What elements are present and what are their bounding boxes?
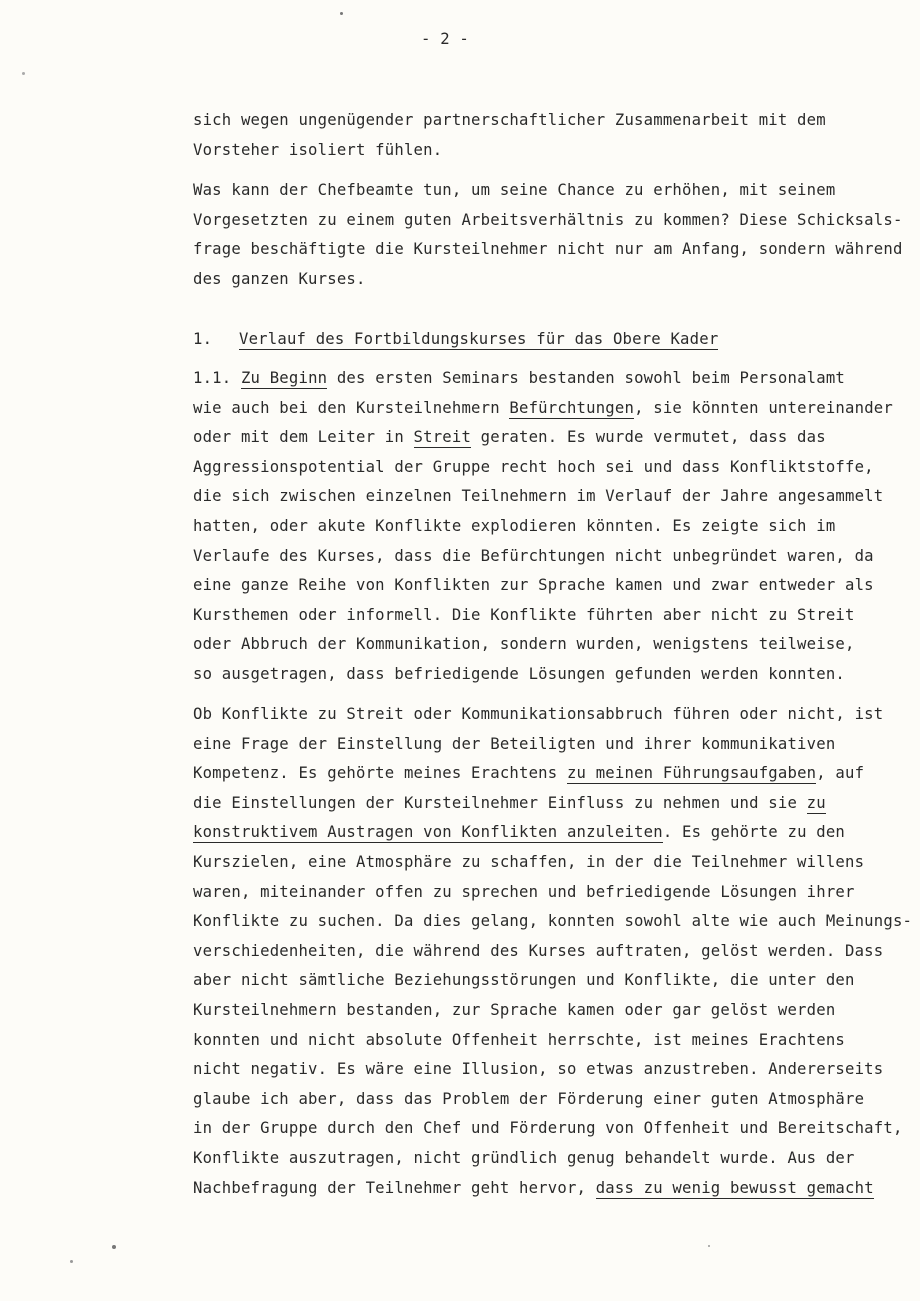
text-segment: . Es gehörte zu den (662, 823, 846, 842)
text-line: des ganzen Kurses. (193, 269, 366, 288)
section-1-1 (193, 364, 893, 690)
text-line: glaube ich aber, dass das Problem der Förderung einer guten Atmosphäre (193, 1089, 865, 1108)
underlined-phrase: zu meinen Führungsaufgaben (566, 764, 817, 783)
text-segment: des ersten Seminars bestanden sowohl beim Personalamt (327, 369, 846, 387)
text-line: die sich zwischen einzelnen Teilnehmern im Verlauf der Jahre angesammelt (193, 487, 884, 506)
text-segment: oder mit dem Leiter in (193, 428, 414, 447)
text-line (193, 1174, 893, 1204)
underlined-phrase: Zu Beginn (240, 369, 328, 387)
text-line (193, 759, 893, 789)
section-heading (193, 324, 718, 354)
paragraph-question (193, 176, 903, 294)
underlined-phrase: Streit (413, 428, 472, 447)
text-line: aber nicht sämtliche Beziehungsstörungen und Konflikte, die unter den (193, 971, 855, 990)
text-line: eine Frage der Einstellung der Beteiligten und ihrer kommunikativen (193, 734, 836, 753)
text-line (193, 789, 893, 819)
text-segment: die Einstellungen der Kursteilnehmer Einfluss zu nehmen und sie (193, 793, 807, 812)
text-line: Konflikte auszutragen, nicht gründlich genug behandelt wurde. Aus der (193, 1148, 855, 1167)
underlined-phrase: konstruktivem Austragen von Konflikten anzuleiten (193, 823, 663, 842)
text-line: Kurszielen, eine Atmosphäre zu schaffen, in der die Teilnehmer willens (193, 852, 865, 871)
text-line: Vorsteher isoliert fühlen. (193, 140, 443, 159)
text-line: Was kann der Chefbeamte tun, um seine Chance zu erhöhen, mit seinem (193, 181, 836, 199)
text-line: Kursthemen oder informell. Die Konflikte führten aber nicht zu Streit (193, 605, 855, 624)
text-segment: , sie könnten untereinander (634, 398, 893, 417)
text-line (193, 364, 893, 394)
text-line: eine ganze Reihe von Konflikten zur Sprache kamen und zwar entweder als (193, 576, 874, 595)
subsection-number: 1.1. (193, 369, 232, 387)
scan-speck (22, 72, 25, 75)
underlined-phrase: dass zu wenig bewusst gemacht (595, 1178, 874, 1197)
text-segment: Nachbefragung der Teilnehmer geht hervor, (193, 1178, 596, 1197)
text-line: Ob Konflikte zu Streit oder Kommunikationsabbruch führen oder nicht, ist (193, 705, 884, 723)
scan-speck (340, 12, 343, 15)
text-line: Aggressionspotential der Gruppe recht hoch sei und dass Konfliktstoffe, (193, 457, 874, 476)
text-line: waren, miteinander offen zu sprechen und befriedigende Lösungen ihrer (193, 882, 855, 901)
text-line: Vorgesetzten zu einem guten Arbeitsverhältnis zu kommen? Diese Schicksals- (193, 210, 903, 229)
underlined-phrase: Befürchtungen (509, 398, 635, 417)
text-line: sich wegen ungenügender partnerschaftlicher Zusammenarbeit mit dem (193, 111, 826, 129)
text-line: hatten, oder akute Konflikte explodieren könnten. Es zeigte sich im (193, 516, 836, 535)
section-number: 1. (193, 330, 213, 348)
text-segment: , auf (816, 764, 865, 783)
text-line: in der Gruppe durch den Chef und Förderung von Offenheit und Bereitschaft, (193, 1119, 903, 1138)
paragraph-intro (193, 106, 893, 165)
text-line (193, 394, 893, 424)
text-line: Konflikte zu suchen. Da dies gelang, konnten sowohl alte wie auch Meinungs- (193, 912, 913, 931)
text-line: frage beschäftigte die Kursteilnehmer nicht nur am Anfang, sondern während (193, 240, 903, 259)
paragraph-conflicts (193, 700, 913, 1203)
scan-speck (112, 1245, 116, 1249)
text-line: Verlaufe des Kurses, dass die Befürchtungen nicht unbegründet waren, da (193, 546, 874, 565)
text-segment: wie auch bei den Kursteilnehmern (193, 398, 510, 417)
text-line: Kursteilnehmern bestanden, zur Sprache kamen oder gar gelöst werden (193, 1000, 836, 1019)
scan-speck (708, 1245, 710, 1247)
page-number: - 2 - (421, 30, 469, 48)
scan-speck (70, 1260, 73, 1263)
text-line (193, 818, 893, 848)
underlined-phrase: zu (806, 793, 826, 812)
section-title: Verlauf des Fortbildungskurses für das Obere Kader (239, 330, 719, 348)
text-segment: geraten. Es wurde vermutet, dass das (471, 428, 826, 447)
text-line: nicht negativ. Es wäre eine Illusion, so etwas anzustreben. Andererseits (193, 1060, 884, 1079)
text-line: so ausgetragen, dass befriedigende Lösungen gefunden werden konnten. (193, 664, 845, 683)
text-line: verschiedenheiten, die während des Kurses auftraten, gelöst werden. Dass (193, 941, 884, 960)
text-segment: Kompetenz. Es gehörte meines Erachtens (193, 764, 567, 783)
text-line: konnten und nicht absolute Offenheit herrschte, ist meines Erachtens (193, 1030, 845, 1049)
text-line: oder Abbruch der Kommunikation, sondern wurden, wenigstens teilweise, (193, 635, 855, 654)
text-line (193, 423, 893, 453)
